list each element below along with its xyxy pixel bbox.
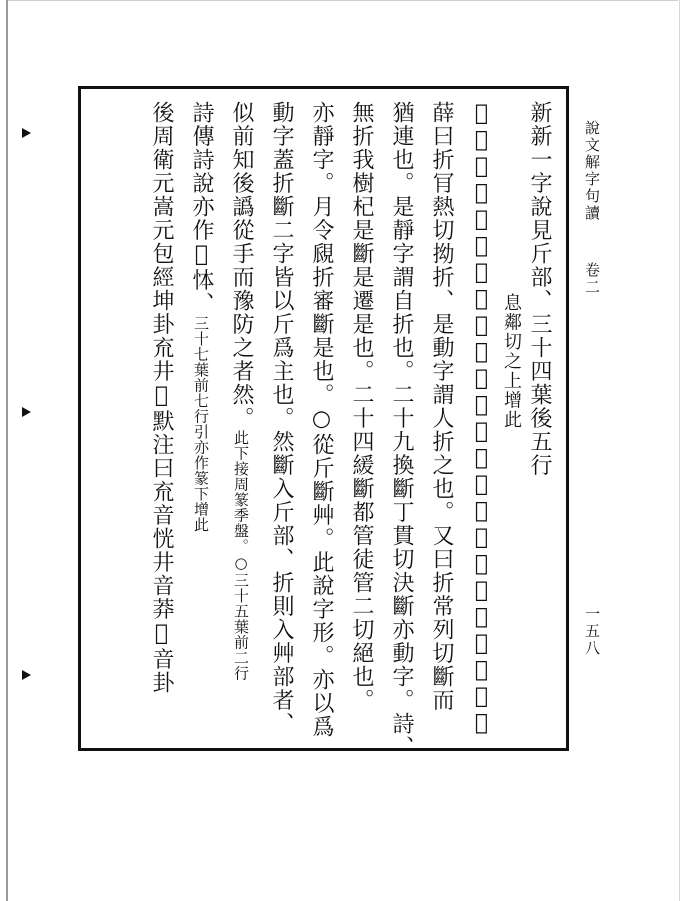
text-frame [78,86,569,759]
text-column-8 [262,101,300,736]
column-text: 薛曰折肎熱切拗折、是動字謂人折之也。又曰折常列切斷而 [429,101,454,712]
text-column-7 [302,101,340,739]
binding-mark [22,670,31,680]
column-text: 似前知後譌從手而豫防之者然。 [229,101,254,430]
page-edge-left [6,0,8,901]
page-edge-right [679,0,680,901]
text-column-10 [182,101,220,533]
binding-mark [22,407,31,417]
page-edge-top [6,0,678,1]
text-column-5 [382,101,420,759]
text-column-9 [222,101,260,681]
column-note: 息鄰切之上增此 [501,293,522,430]
page-number: 一五八 [583,606,601,657]
text-column-3 [462,101,500,737]
column-text: 𣂚斷也。折斷二字各有兩音兩義而皆相呼應。廣韻十七 [469,101,494,737]
text-column-4 [422,101,460,712]
column-text: 猶連也。是靜字謂自折也。二十九換斷丁貫切決斷亦動字。詩、 [389,101,414,759]
volume-label: 卷二 [583,262,601,296]
book-title: 說文解字句讀 [583,120,601,222]
column-text: 後周衛元嵩元包經坤卦㐬井𡉈默注曰㐬音恍井音莽𡉈音卦 [149,101,174,695]
column-text: 亦靜字。月令覛折審斷是也。○從斤斷艸。此說字形。亦以爲 [309,101,334,739]
column-note: 此下接周篆季盤。○三十五葉前二行 [232,430,250,681]
column-note: 三十七葉前七行引亦作篆下增此 [192,315,210,533]
text-column-6 [342,101,380,712]
column-text: 新新一字說見斤部、三十四葉後五行 [527,101,552,477]
text-column-11 [142,101,180,695]
column-text: 詩傳詩說亦作𣂚㤓、 [189,101,214,316]
column-text: 無折我樹杞是斷是遷是也。二十四緩斷都管徒管二切絕也。 [349,101,374,712]
column-text: 動字蓋折斷二字皆以斤爲主也。然斷入斤部、折則入艸部者、 [269,101,294,736]
binding-mark [22,128,31,138]
